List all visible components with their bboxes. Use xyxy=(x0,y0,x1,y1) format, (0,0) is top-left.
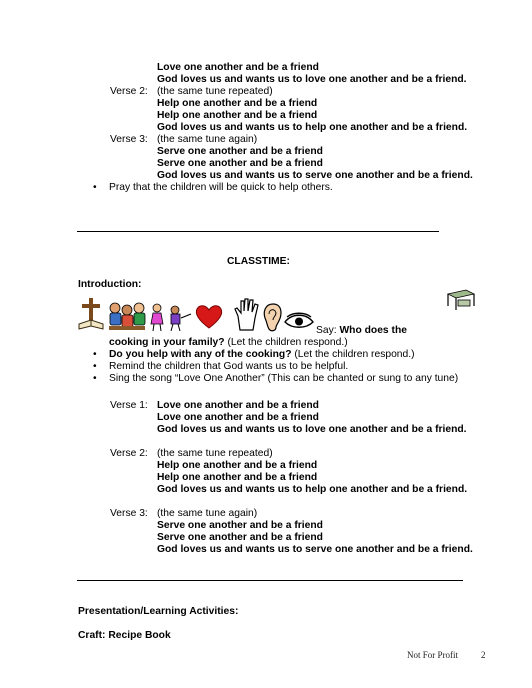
say-line-2-rest: (Let the children respond.) xyxy=(224,337,348,348)
section-divider xyxy=(77,580,463,581)
bullet-1-rest: (Let the children respond.) xyxy=(291,349,415,360)
top-verse2-line-3: God loves us and wants us to help one another and be a friend. xyxy=(157,122,468,133)
footer-note: Not For Profit xyxy=(407,650,459,660)
presentation-heading: Presentation/Learning Activities: xyxy=(78,606,239,617)
top-verse3-line-1: Serve one another and be a friend xyxy=(157,146,323,157)
people-icon xyxy=(107,300,147,332)
bullet-dot: • xyxy=(93,349,97,360)
verse1-line-1: Love one another and be a friend xyxy=(157,400,319,411)
say-line-2 xyxy=(109,337,348,349)
top-bullet-pray: Pray that the children will be quick to help others. xyxy=(109,182,333,193)
desk-icon xyxy=(446,288,476,312)
top-verse3-line-2: Serve one another and be a friend xyxy=(157,158,323,169)
verse2-line-1: Help one another and be a friend xyxy=(157,460,318,471)
verse3-line-2: Serve one another and be a friend xyxy=(157,532,323,543)
top-verse2-note: (the same tune repeated) xyxy=(157,86,273,97)
top-verse2-line-1: Help one another and be a friend xyxy=(157,98,318,109)
say-question: Who does the xyxy=(339,325,407,336)
top-verse1-line-1: Love one another and be a friend xyxy=(157,62,319,73)
verse2-line-3: God loves us and wants us to help one another and be a friend. xyxy=(157,484,468,495)
say-line-1 xyxy=(316,325,407,337)
hand-icon xyxy=(233,296,261,332)
verse3-label: Verse 3: xyxy=(110,508,148,519)
classtime-bullet-3: Sing the song “Love One Another” (This can be chanted or sung to any tune) xyxy=(109,373,459,384)
bullet-dot: • xyxy=(93,361,97,372)
craft-heading: Craft: Recipe Book xyxy=(78,630,171,641)
introduction-label: Introduction: xyxy=(78,279,142,290)
verse1-line-3: God loves us and wants us to love one another and be a friend. xyxy=(157,424,467,435)
page-number: 2 xyxy=(481,650,486,660)
verse2-line-2: Help one another and be a friend xyxy=(157,472,318,483)
say-prefix: Say: xyxy=(316,325,340,336)
bullet-dot: • xyxy=(93,182,97,193)
children-playing-icon xyxy=(149,302,193,332)
classtime-bullet-1 xyxy=(109,349,415,361)
ear-icon xyxy=(261,302,283,332)
verse1-line-2: Love one another and be a friend xyxy=(157,412,319,423)
classtime-bullet-2: Remind the children that God wants us to be helpful. xyxy=(109,361,349,372)
top-verse1-line-2: God loves us and wants us to love one another and be a friend. xyxy=(157,74,467,85)
verse2-note: (the same tune repeated) xyxy=(157,448,273,459)
classtime-heading: CLASSTIME: xyxy=(227,256,290,267)
top-verse2-label: Verse 2: xyxy=(110,86,148,97)
bullet-dot: • xyxy=(93,373,97,384)
top-verse3-line-3: God loves us and wants us to serve one another and be a friend. xyxy=(157,170,473,181)
verse1-label: Verse 1: xyxy=(110,400,148,411)
eye-icon xyxy=(283,312,315,330)
top-verse3-label: Verse 3: xyxy=(110,134,148,145)
top-verse2-line-2: Help one another and be a friend xyxy=(157,110,318,121)
verse2-label: Verse 2: xyxy=(110,448,148,459)
cross-bible-icon xyxy=(77,296,105,332)
bullet-1-bold: Do you help with any of the cooking? xyxy=(109,349,292,360)
top-verse3-note: (the same tune again) xyxy=(157,134,258,145)
say-line-2-bold: cooking in your family? xyxy=(109,337,225,348)
section-divider xyxy=(77,231,439,232)
verse3-line-1: Serve one another and be a friend xyxy=(157,520,323,531)
verse3-note: (the same tune again) xyxy=(157,508,258,519)
heart-icon xyxy=(195,304,223,330)
verse3-line-3: God loves us and wants us to serve one another and be a friend. xyxy=(157,544,473,555)
